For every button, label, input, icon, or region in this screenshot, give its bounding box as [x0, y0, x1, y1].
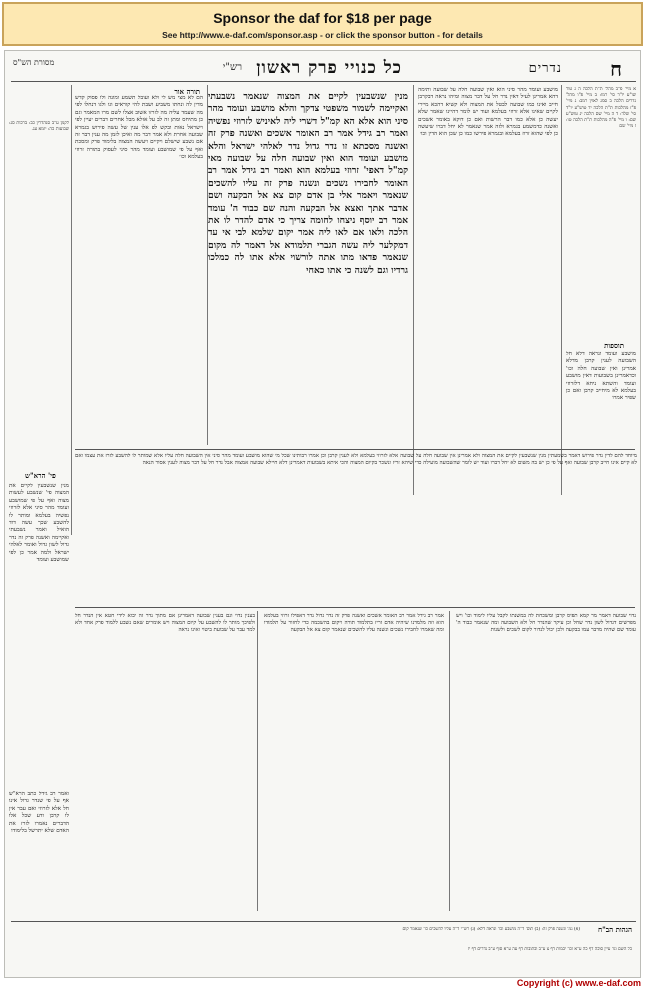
mesoret-header: מסורת הש"ס [13, 58, 55, 67]
right-margin-divider [561, 85, 562, 495]
page-header [5, 57, 641, 81]
copyright-link[interactable]: Copyright (c) www.e-daf.com [516, 978, 641, 988]
rosh-text: מנין שנשבעין לקיים את המצוה פי' שנשבע לעשות מצוה ואף על פי שמושבע ועומד מהר סיני אלא לזרוזי נפשיה בעלמא ומותר לו להשבע שכך עשה דוד הואיל ואמר נשבעתי ואקיימה ואשנה פרק זה נדר גדול לשון גדול ואומר לאלהי ישראל ולמה אמר כן לפי שמושבע ועומד [9, 483, 69, 564]
rashi-header: רש"י [222, 62, 242, 73]
footer-text: כל השם וגו' עיין סוכה דף כה ע"א וכו' יבמות דף צ ע"ב וכתובות דף עה ע"א סוף ע"ב נדרים דף יז [467, 947, 632, 952]
talmud-page [4, 50, 641, 978]
tosafot-right-text: מושבע ועומד ונראה דלא חל השבועה לענין קרבן מדלא אמרינן ואין שבועה חלה וכו' וכדאמרינן בשבועות דאין מושבע ועומד והשתא ניחא דלזרוזי בעלמא לא מיחייב קרבן ואם כן שפיר אמרו [566, 351, 636, 402]
bottom-middle-column [264, 613, 444, 913]
left-margin-divider [71, 85, 72, 535]
rosh-bottom-column [9, 791, 69, 911]
rashi-divider [207, 85, 208, 445]
tosafot-text: מושבע ועומד מהר סיני הוא ואין שבועה חלה על שבועה ותימה דהא אמרינן לעיל דאין נדר חל על דבר מצוה ומיהו נראה דבקרבן חייב ואינו כמו שבועה לבטל את המצוה ולא קשיא דהכא מיירי לקיים שאינו אלא זרוזי בעלמא ועוד יש לומר דהיינו שאמר שלא יעשה כן אלא כמו דבר הרשות ואם כן דוקא באומר אשכים ואשנה כדמשמע בגמרא ולזה אמר שנאמר לא יחל דברו שיעשה כן לפי שהוא זרוז בעלמא ובגמרא פירשו כמו כן שכן הוא הדין וכו׳ [418, 87, 558, 138]
ein-mishpat-column [566, 87, 636, 337]
rashi-column [75, 95, 203, 435]
chapter-title: כל כנויי פרק ראשון [256, 58, 402, 78]
bottom-divider-2 [257, 611, 258, 911]
lower-rule [75, 607, 635, 608]
commentary-wide-text: מיוחד להם לדין נדר פירוש דאמר בשמעתין מנין שנשבעין לקיים את המצוה ולא אמרינן אין שבועה חלה על שבועה אלא לזרוזי בעלמא ולא לענין קרבן וכן אמרו רבותינו שכל מי שהוא מושבע ועומד מהר סיני אין השבועה חלה עליו אלא שמותר לו להשבע לזרז את עצמו ואם לא קיים אינו חייב קרבן שבועה ואף על פי כן יש בה משום לא יחל דברו ועוד יש לומר שהשבועה מועילה כדי שיהא זריז ונשכר בקיום המצוה והכי איתא בשבועות דאמרינן דלא חיילא שבועה אמצוה אבל נדר חל על דבר מצוה לענין אסור הנאה [75, 453, 637, 467]
footer-notes [10, 947, 632, 971]
rosh-column [9, 483, 69, 783]
sponsor-banner-subtitle[interactable]: See http://www.e-daf.com/sponsor.asp - or click the sponsor button - for details [162, 30, 483, 40]
bottom-divider-1 [449, 611, 450, 911]
rosh-bottom-text: ואמר רב גידל כתב הרא"ש אף על פי שנדר גדול אינו חל אלא לזרוזי ואם עבר אין לו קרבן ודע שכל אלו הדברים נאמרו לזרז את האדם שלא יתרשל בלימודו [9, 791, 69, 835]
ein-mishpat-text: א מיי' פ"ב מהל' ת"ת הלכה ה ג טור שו"ע יו"ד סי' רמו: ב מיי' פ"ו מהל' נדרים הלכה ב סמג לאוין רמב: ג מיי' פ"ז מהלכות ת"ת הלכה יד טוש"ע יו"ד סי' שלד: ד ה מיי' שם הלכה יג טוש"ע שם: ו מיי' פ"ה מהלכות ת"ת הלכה טו: ז מיי' שם [566, 87, 636, 130]
mesoret-text: לקמן ע"ב סנהדרין כב: ברכות סג: שבועות כה: יומא עג. [9, 121, 69, 133]
hagahot-text: (א) גמ' ונשנה פרק זה: (ב) תוס' ד"ה מושבע וכו' ונראה דלא: (ג) רש"י ד"ה עליו להשכים כו' שנאמר קום [402, 927, 580, 932]
daf-number: ח [610, 57, 622, 81]
footer-rule [11, 921, 636, 922]
header-rule [11, 81, 636, 82]
bottom-right-column [456, 613, 636, 913]
tosafot-label: תוספות [604, 341, 624, 350]
torah-or-label: תורה אור [174, 87, 200, 96]
tosafot-divider [413, 85, 414, 495]
gemara-column [208, 91, 408, 431]
mesoret-column [9, 121, 69, 341]
gemara-text: מנין שנשבעין לקיים את המצוה שנאמר נשבעתי ואקיימה לשמור משפטי צדקך והלא מושבע ועומד מהר סיני הוא אלא הא קמ"ל דשרי ליה לאיניש לזרוזי נפשיה ואמר רב גידל אמר רב האומר אשכים ואשנה פרק זה ואשנה מסכתא זו נדר גדול נדר לאלהי ישראל והלא מושבע ועומד הוא ואין שבועה חלה על שבועה מאי קמ"ל דאפי' זרוזי בעלמא הוא ואמר רב גידל אמר רב האומר לחבירו נשכים ונשנה פרק זה עליו להשכים שנאמר ויאמר אלי בן אדם קום צא אל הבקעה ושם אדבר אתך ואצא אל הבקעה והנה שם כבוד ה' עומד אמר רב יוסף ניצחו לחומה צריך כי אדם להדר לו את הלכה ולאו אם לאו ליה אמר יקום שלמא לבי אי עד דמקלער ליה עשה הגברי תלמודא אל דאמר לה מקום שנאמר פדאו מתו אתה לורשוי אלא אתו לה כמלכו גרדיו וגם לשנה כי אתו כאחי [208, 91, 408, 276]
bottom-left-column [75, 613, 255, 913]
bottom-left-text: בענין נדוי וגם בענין שבועה דאמרינן אם מתוך נדר זה יבוא לידי חטא אין הנדר חל ולפיכך מותר לו להשבע על קיום המצוה ויש אומרים שאם נשבע ללמוד פרק אחד ולא למד עבר על שבועת ביטוי ואינו נראה [75, 613, 255, 634]
rashi-text: הם לא מצי מש לי ולא ועובל תשמע ומונה ולו פסוק קדש מדין לה ונחתו משביע ושבת להי קוראים וגו ולגו דנחלו לפי מה שעמד עליה מה לזרזו אשוב אצלו לשם מרו המאמר וגם כן מתיחס ומתן זה לב על אזלא מכל אחרים דברים יעיין לפי וישראל נאות ובקש לפ אלו ענין של עשה פירוש בגמרא שבועה אחרת ולא אמר דבר מה ואיכן לזמן מה ענין דבר זה אם נשבע שישלם ויקיים ויעשה המצוה בלימוד פרק ומסכת ואף על פי שמושבע ועומד מהר סיני לעסוק בתורה זרוזי בעלמא וכו׳ [75, 95, 203, 161]
bottom-middle-text: אמר רב גידל אמר רב האומר אשכים ואשנה פרק זה נדר גדול נדר דאפילו זרוזי בעלמא הוא וזה מלמדנו שיהיה אדם זריז בתלמוד תורה ויקום בהשכמה כדי לחזור על תלמודו ומה שאמרו לחבירו נשכים ונשנה עליו להשכים שנאמר קום צא אל הבקעה [264, 613, 444, 634]
commentary-wide-block [75, 453, 637, 603]
tractate-name: נדרים [528, 61, 562, 76]
tosafot-column [418, 87, 558, 487]
hagahot-label: הגהות הב"ח [597, 925, 632, 934]
rosh-label: פי' הרא"ש [25, 471, 56, 480]
sponsor-banner-title[interactable]: Sponsor the daf for $18 per page [213, 10, 432, 26]
sponsor-banner[interactable] [2, 2, 643, 46]
mid-rule [75, 449, 635, 450]
hagahot-notes [10, 927, 580, 941]
bottom-right-text: נדוי שבועה דאמר מר קמא תפיס קרבן ומשכחת לה במשנתו לקבל עליו לימוד וכו' ויש מפרשים דגדול לשון נדר שחל וכן עיקר שהנדר חל ולא השבועה ומה שנאמר כבוד ה' עומד שם שהיה מדבר עמו בבקעה ולכן יכול לנדור לקום לשכים ולשנות [456, 613, 636, 634]
